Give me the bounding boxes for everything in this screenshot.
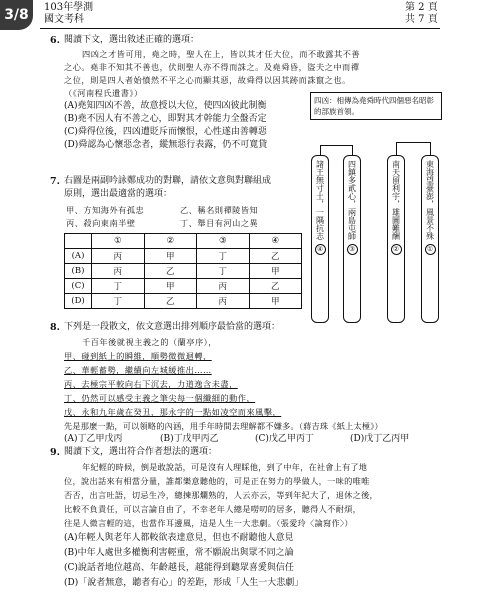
exam-year: 103年學測 — [44, 2, 94, 13]
q8-option-a[interactable]: (A)丁乙甲戊丙 — [64, 434, 123, 444]
couplet-text: 四鎮多貳心，兩島屯師 — [347, 160, 357, 240]
q9-option-b[interactable]: (B)中年人處世多權衡利害輕重，常不願說出與眾不同之論 — [64, 548, 294, 558]
q8-item-bing: 丙、去極宗平較向右下沉去，力道逸含未盡， — [64, 379, 238, 389]
couplet-connector — [396, 142, 397, 155]
q7-stem-line: 原則，選出最適當的選項： — [64, 189, 173, 199]
table-cell: 乙 — [144, 294, 197, 309]
table-cell: 甲 — [144, 279, 197, 294]
q9-passage-line: 位，說出話來有相當分量，誰都樂意聽他的，可是正在努力的學做人，一味的唯唯 — [64, 476, 370, 486]
q6-option-d[interactable]: (D)舜認為心懷惡念者，縱無惡行表露，仍不可寬貸 — [64, 140, 268, 150]
table-cell: 甲 — [144, 249, 197, 264]
couplet-connector — [320, 145, 352, 146]
couplet-connector — [430, 142, 431, 155]
table-header-cell: ② — [144, 234, 197, 249]
q7-number: 7. — [50, 176, 60, 187]
table-cell: 丁 — [197, 264, 250, 279]
option-label[interactable]: (D) — [65, 294, 92, 309]
q8-option-c[interactable]: (C)戊乙甲丙丁 — [255, 434, 314, 444]
couplet-scroll — [421, 155, 439, 323]
q9-stem: 閱讀下文，選出符合作者想法的選項： — [64, 447, 218, 457]
table-header-row — [65, 234, 302, 249]
q6-option-b[interactable]: (B)堯不因人有不善之心，即對其才幹能力全盤否定 — [64, 114, 267, 124]
q6-number: 6. — [50, 35, 60, 46]
table-cell: 丙 — [197, 279, 250, 294]
q6-passage-line: 之心。堯非不知其不善也，伏則聖人亦不得而誅之。及堯舜昏，盜夫之中而禪 — [64, 62, 360, 72]
table-cell: 丙 — [92, 249, 145, 264]
table-cell: 乙 — [249, 279, 302, 294]
couplet-text: 南天留利宇，雄圖難酬 — [391, 160, 401, 240]
couplet-connector — [352, 145, 353, 155]
table-cell: 丁 — [92, 294, 145, 309]
q9-option-d[interactable]: (D)「說者無意，聽者有心」的差距，形成「人生一大悲劇」 — [64, 578, 304, 588]
couplet-scroll — [387, 155, 405, 323]
q7-line-jia: 甲、方知海外有孤忠 — [66, 205, 145, 215]
q8-item-wu: 戊、永和九年歲在癸丑，那永字的一點如凌空而來風擊， — [64, 407, 282, 417]
q7-line-yi: 乙、稱名則禪陵皆知 — [180, 205, 259, 215]
page-number: 第 2 頁 — [405, 2, 438, 13]
q9-passage-line: 年紀輕的時候，倒是敢說話，可是沒有人理睬他，到了中年，在社會上有了地 — [82, 462, 368, 472]
q6-option-a[interactable]: (A)堯知四凶不善，故意授以大位，使四凶彼此制衡 — [64, 101, 267, 111]
couplet-number: ④ — [315, 244, 326, 255]
couplet-text: 東海望臺澎，風景不殊 — [425, 160, 435, 240]
q9-passage-line: 往是人微言輕的這，也當作耳邊風，這是人生一大悲劇。（張愛玲〈論寫作〉） — [64, 518, 353, 528]
q8-option-d[interactable]: (D)戊丁乙丙甲 — [350, 434, 410, 444]
table-row[interactable] — [65, 249, 302, 264]
table-header-cell — [65, 234, 92, 249]
q9-passage-line: 否否，出言吐語，切忌生冷，總揀那爛熟的，人云亦云，等到年紀大了，退休之後， — [64, 490, 379, 500]
q8-number: 8. — [50, 322, 60, 333]
couplet-number: ① — [425, 244, 436, 255]
header-rule — [40, 28, 440, 29]
q7-line-ding: 丁、舉目有河山之異 — [180, 218, 259, 228]
option-label[interactable]: (B) — [65, 264, 92, 279]
q9-option-c[interactable]: (C)說話者地位越高、年齡越長，越能得到聽眾喜愛與信任 — [64, 563, 294, 573]
q7-stem-line: 右圖是兩副吟詠鄭成功的對聯，請依文意與對聯組成 — [64, 176, 272, 186]
q6-stem: 閱讀下文，選出敘述正確的選項： — [64, 35, 200, 45]
q9-passage-line: 比較不負責任，可以言論自由了，不幸老年人總是嘮叨的居多，聽得人不耐煩， — [64, 504, 362, 514]
table-cell: 甲 — [249, 264, 302, 279]
q8-outro: 先是那麼一點，可以領略的內涵，用手年時間去理解都不嫌多。（蔣吉珠《紙上太極》） — [64, 421, 383, 431]
table-row[interactable] — [65, 264, 302, 279]
table-cell: 乙 — [249, 249, 302, 264]
table-header-cell: ③ — [197, 234, 250, 249]
table-cell: 丁 — [92, 279, 145, 294]
q8-option-b[interactable]: (B)丁戊甲丙乙 — [160, 434, 219, 444]
table-cell: 甲 — [249, 294, 302, 309]
q6-passage-line: 四凶之才皆可用，堯之時，聖人在上，皆以其才任大位，而不敢露其不善 — [82, 49, 361, 59]
page-badge: 3/8 — [0, 0, 33, 30]
q8-item-ding: 丁、仍然可以感受主義之筆尖每一個纖細的動作， — [64, 393, 256, 403]
q9-option-a[interactable]: (A)年輕人與老年人都較欲表達意見，但也不耐聽他人意見 — [64, 533, 294, 543]
q8-stem: 下列是一段散文，依文意選出排列順序最恰當的選項： — [64, 322, 281, 332]
q6-passage-source: （《河南程氏遺書》） — [64, 88, 143, 98]
couplet-scroll — [311, 155, 329, 323]
option-label[interactable]: (A) — [65, 249, 92, 264]
couplet-text: 諸王無寸土，一隅抗志 — [315, 160, 325, 240]
exam-subject: 國文考科 — [44, 14, 84, 25]
table-cell: 丁 — [197, 249, 250, 264]
total-pages: 共 7 頁 — [405, 14, 438, 25]
q7-answer-table — [64, 233, 302, 309]
q9-number: 9. — [50, 447, 60, 458]
couplet-connector — [320, 145, 321, 155]
option-label[interactable]: (C) — [65, 279, 92, 294]
q6-passage-line: 之位，則是四人者始憤然不平之心而顯其惡，故舜得以因其跡而誅竄之也。 — [64, 75, 351, 85]
q8-intro: 千百年後就視主義之的（蘭亭序）， — [82, 337, 217, 347]
q6-option-c[interactable]: (C)舜得位後，四凶遭貶斥而懷恨，心性遂由善轉惡 — [64, 127, 267, 137]
q6-footnote-box — [310, 92, 442, 120]
q8-item-yi: 乙、華輕蓄勢，繼續向左城緩推出…… — [64, 365, 212, 375]
couplet-number: ③ — [347, 244, 358, 255]
table-row[interactable] — [65, 294, 302, 309]
table-cell: 丙 — [92, 264, 145, 279]
table-header-cell: ① — [92, 234, 145, 249]
q6-footnote: 四凶：相傳為堯舜時代四個惡名昭彰的部族首領。 — [314, 96, 434, 116]
table-cell: 乙 — [144, 264, 197, 279]
couplet-number: ② — [391, 244, 402, 255]
q8-item-jia: 甲、碰到紙上的瞬維，順勢微微迴轉， — [64, 351, 212, 361]
table-cell: 丙 — [197, 294, 250, 309]
couplet-connector — [396, 142, 430, 143]
table-row[interactable] — [65, 279, 302, 294]
q7-line-bing: 丙、殺向東南半壁 — [66, 218, 136, 228]
table-header-cell: ④ — [249, 234, 302, 249]
couplet-scroll — [343, 155, 361, 323]
